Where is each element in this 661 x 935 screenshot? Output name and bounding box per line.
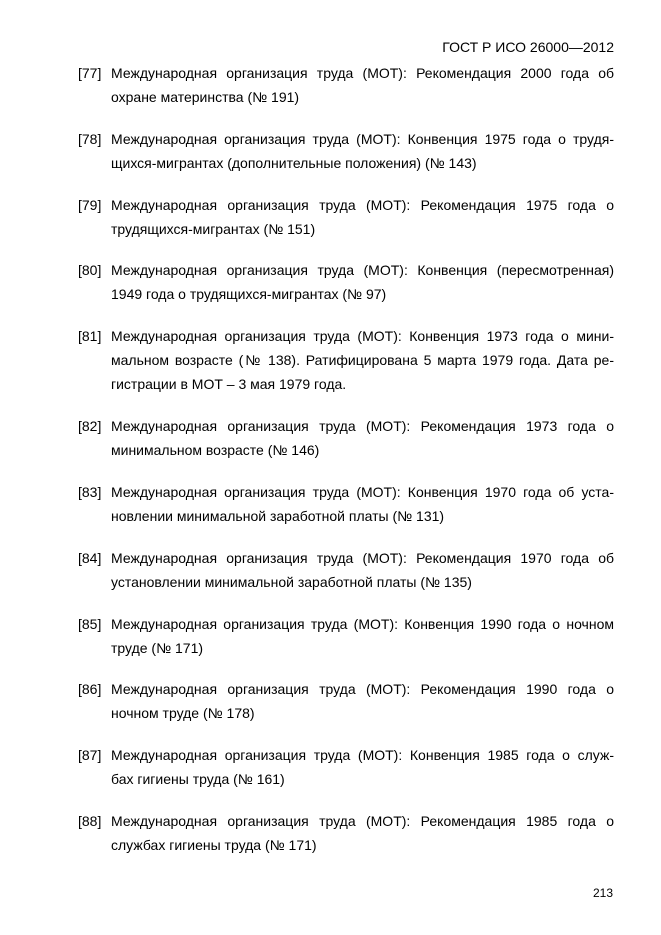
reference-text [111,480,614,528]
reference-line: Международная организация труда (МОТ): Конвенция 1975 года о трудя- [111,130,614,147]
reference-text [111,743,614,791]
reference-item [78,258,614,324]
reference-text [111,677,614,725]
reference-item [78,546,614,612]
reference-line: Международная организация труда (МОТ): Рекомендация 2000 года об [111,65,614,81]
reference-item [78,743,614,809]
reference-number: [77] [78,65,102,81]
reference-list [78,61,614,875]
reference-number: [85] [78,615,102,632]
reference-line: мальном возрасте (№ 138). Ратифицирована 5 марта 1979 года. Дата ре- [111,352,614,369]
reference-line: Международная организация труда (МОТ): Рекомендация 1973 года о [111,418,614,435]
reference-text [111,414,614,462]
document-header: ГОСТ Р ИСО 26000—2012 [442,39,614,55]
reference-item [78,61,614,127]
reference-number: [82] [78,418,102,435]
reference-line: 1949 года о трудящихся-мигрантах (№ 97) [111,286,387,303]
reference-line: Международная организация труда (МОТ): Конвенция 1990 года о ночном [111,615,614,632]
reference-line: гистрации в МОТ – 3 мая 1979 года. [111,376,347,393]
reference-text [111,546,614,594]
reference-text [111,193,614,241]
reference-item [78,677,614,743]
reference-text [111,127,614,175]
reference-line: Международная организация труда (МОТ): Конвенция (пересмотренная) [111,262,614,279]
reference-line: трудящихся-мигрантах (№ 151) [111,220,316,237]
reference-line: Международная организация труда (МОТ): Конвенция 1985 года о служ- [111,747,614,764]
reference-number: [88] [78,812,102,829]
reference-number: [79] [78,196,102,213]
reference-number: [83] [78,483,102,500]
reference-line: Международная организация труда (МОТ): Конвенция 1973 года о мини- [111,328,614,345]
reference-number: [87] [78,747,102,764]
reference-line: ночном труде (№ 178) [111,705,255,722]
reference-line: минимальном возрасте (№ 146) [111,442,320,459]
reference-line: охране материнства (№ 191) [111,89,300,105]
reference-line: щихся-мигрантах (дополнительные положения) (№ 143) [111,154,477,171]
reference-line: Международная организация труда (МОТ): Рекомендация 1970 года об [111,549,614,566]
reference-line: Международная организация труда (МОТ): Рекомендация 1990 года о [111,681,614,698]
reference-item [78,193,614,259]
reference-item [78,324,614,414]
reference-number: [84] [78,549,102,566]
reference-text [111,612,614,660]
reference-number: [81] [78,328,102,345]
page-number: 213 [592,886,613,900]
reference-line: труде (№ 171) [111,639,204,656]
reference-number: [78] [78,130,102,147]
reference-text [111,61,614,109]
reference-line: новлении минимальной заработной платы (№ 131) [111,507,445,524]
reference-item [78,414,614,480]
reference-text [111,809,614,857]
reference-text [111,324,614,396]
reference-number: [80] [78,262,102,279]
reference-item [78,480,614,546]
reference-line: бах гигиены труда (№ 161) [111,771,285,788]
reference-line: установлении минимальной заработной платы (№ 135) [111,573,472,590]
reference-line: Международная организация труда (МОТ): Конвенция 1970 года об уста- [111,483,614,500]
reference-line: Международная организация труда (МОТ): Рекомендация 1985 года о [111,812,614,829]
reference-number: [86] [78,681,102,698]
reference-line: службах гигиены труда (№ 171) [111,836,317,853]
reference-item [78,127,614,193]
reference-text [111,258,614,306]
reference-item [78,612,614,678]
reference-item [78,809,614,875]
reference-line: Международная организация труда (МОТ): Рекомендация 1975 года о [111,196,614,213]
